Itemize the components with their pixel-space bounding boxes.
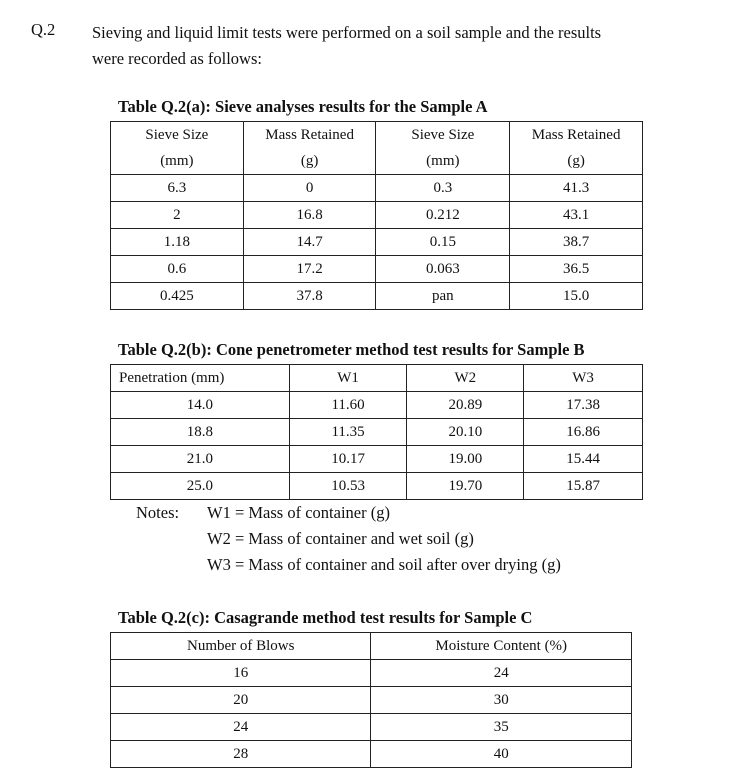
notes-label: Notes: — [136, 503, 180, 522]
table-cell: 24 — [111, 714, 371, 741]
note-line: W2 = Mass of container and wet soil (g) — [207, 529, 474, 548]
table-cell: 0.212 — [376, 202, 510, 229]
table-cell: 21.0 — [111, 446, 290, 473]
table-cell: 14.0 — [111, 392, 290, 419]
table-cell: 43.1 — [510, 202, 643, 229]
header-cell: (g) — [510, 148, 643, 175]
table-a-caption: Table Q.2(a): Sieve analyses results for the Sample A — [118, 97, 488, 116]
header-cell: (g) — [243, 148, 376, 175]
table-cell: 11.35 — [289, 419, 407, 446]
table-row — [111, 446, 643, 473]
table-cell: 16.86 — [524, 419, 643, 446]
table-cell: 15.44 — [524, 446, 643, 473]
table-cell: pan — [376, 283, 510, 310]
table-row — [111, 714, 632, 741]
cone-penetrometer-table — [110, 364, 643, 500]
table-cell: 11.60 — [289, 392, 407, 419]
table-row — [111, 392, 643, 419]
table-cell: 28 — [111, 741, 371, 768]
header-cell: Penetration (mm) — [111, 365, 290, 392]
table-cell: 14.7 — [243, 229, 376, 256]
header-cell: Moisture Content (%) — [371, 633, 632, 660]
table-cell: 18.8 — [111, 419, 290, 446]
table-cell: 36.5 — [510, 256, 643, 283]
table-cell: 0 — [243, 175, 376, 202]
table-cell: 2 — [111, 202, 244, 229]
table-header-row — [111, 148, 643, 175]
header-cell: Mass Retained — [510, 122, 643, 149]
table-cell: 0.425 — [111, 283, 244, 310]
table-row — [111, 660, 632, 687]
intro-line-2: were recorded as follows: — [92, 49, 262, 68]
notes-list — [207, 500, 561, 578]
table-row — [111, 419, 643, 446]
table-cell: 16 — [111, 660, 371, 687]
table-row — [111, 256, 643, 283]
table-cell: 20 — [111, 687, 371, 714]
table-cell: 30 — [371, 687, 632, 714]
table-header-row — [111, 122, 643, 149]
table-header-row — [111, 633, 632, 660]
table-cell: 37.8 — [243, 283, 376, 310]
table-cell: 0.15 — [376, 229, 510, 256]
table-row — [111, 202, 643, 229]
question-intro — [92, 20, 692, 72]
header-cell: (mm) — [111, 148, 244, 175]
table-cell: 0.6 — [111, 256, 244, 283]
sieve-analysis-table — [110, 121, 643, 310]
table-cell: 1.18 — [111, 229, 244, 256]
table-header-row — [111, 365, 643, 392]
table-cell: 38.7 — [510, 229, 643, 256]
header-cell: Sieve Size — [111, 122, 244, 149]
casagrande-table — [110, 632, 632, 768]
header-cell: (mm) — [376, 148, 510, 175]
table-row — [111, 283, 643, 310]
header-cell: W1 — [289, 365, 407, 392]
table-cell: 19.00 — [407, 446, 524, 473]
table-row — [111, 687, 632, 714]
table-cell: 0.063 — [376, 256, 510, 283]
note-line: W3 = Mass of container and soil after over drying (g) — [207, 555, 561, 574]
table-cell: 15.0 — [510, 283, 643, 310]
table-cell: 10.53 — [289, 473, 407, 500]
table-row — [111, 473, 643, 500]
table-c-caption: Table Q.2(c): Casagrande method test results for Sample C — [118, 608, 533, 627]
table-cell: 35 — [371, 714, 632, 741]
table-row — [111, 229, 643, 256]
header-cell: Mass Retained — [243, 122, 376, 149]
header-cell: W2 — [407, 365, 524, 392]
table-cell: 10.17 — [289, 446, 407, 473]
header-cell: W3 — [524, 365, 643, 392]
table-cell: 16.8 — [243, 202, 376, 229]
table-b-caption: Table Q.2(b): Cone penetrometer method test results for Sample B — [118, 340, 585, 359]
table-row — [111, 741, 632, 768]
table-cell: 19.70 — [407, 473, 524, 500]
table-cell: 24 — [371, 660, 632, 687]
table-cell: 20.89 — [407, 392, 524, 419]
table-cell: 41.3 — [510, 175, 643, 202]
table-cell: 20.10 — [407, 419, 524, 446]
header-cell: Sieve Size — [376, 122, 510, 149]
table-cell: 6.3 — [111, 175, 244, 202]
table-cell: 17.2 — [243, 256, 376, 283]
header-cell: Number of Blows — [111, 633, 371, 660]
table-cell: 40 — [371, 741, 632, 768]
table-row — [111, 175, 643, 202]
table-cell: 0.3 — [376, 175, 510, 202]
intro-line-1: Sieving and liquid limit tests were performed on a soil sample and the results — [92, 23, 602, 42]
question-number: Q.2 — [31, 20, 56, 39]
table-cell: 15.87 — [524, 473, 643, 500]
table-cell: 25.0 — [111, 473, 290, 500]
note-line: W1 = Mass of container (g) — [207, 503, 390, 522]
table-cell: 17.38 — [524, 392, 643, 419]
